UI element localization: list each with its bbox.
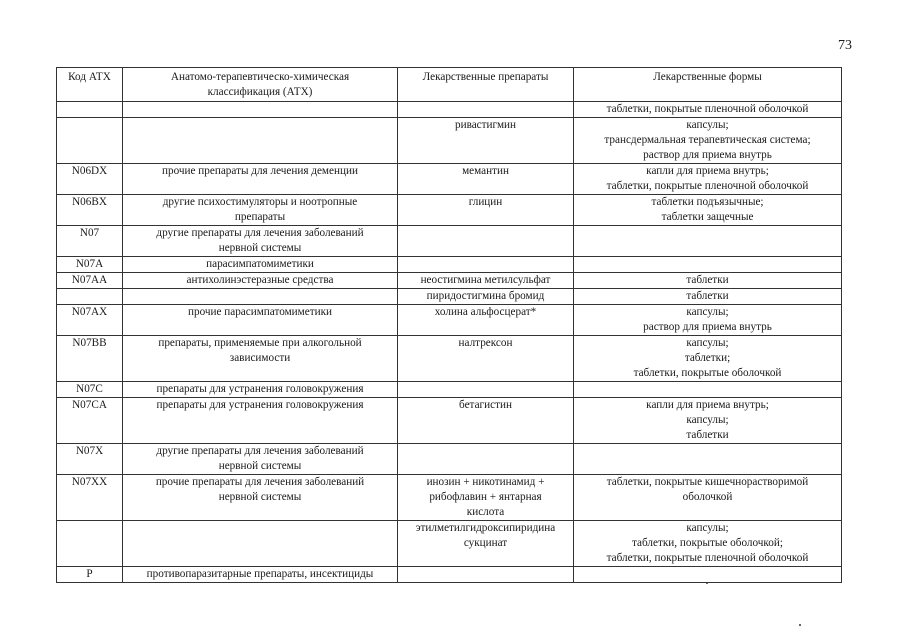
- cell-drug: этилметилгидроксипиридина сукцинат: [398, 521, 574, 567]
- header-classification: Анатомо-терапевтическо-химическая классификация (АТХ): [123, 68, 398, 102]
- cell-code: N07XX: [57, 475, 123, 521]
- table-row: [57, 289, 842, 305]
- cell-forms: [574, 226, 842, 257]
- cell-drug: ривастигмин: [398, 118, 574, 164]
- cell-code: [57, 521, 123, 567]
- cell-classification: [123, 289, 398, 305]
- cell-forms: капсулы; таблетки, покрытые оболочкой; таблетки, покрытые пленочной оболочкой: [574, 521, 842, 567]
- cell-code: N07X: [57, 444, 123, 475]
- table-row: [57, 521, 842, 567]
- cell-classification: препараты для устранения головокружения: [123, 398, 398, 444]
- cell-forms: [574, 257, 842, 273]
- table-row: [57, 118, 842, 164]
- cell-drug: инозин + никотинамид + рибофлавин + янтарная кислота: [398, 475, 574, 521]
- cell-forms: [574, 444, 842, 475]
- table-row: [57, 195, 842, 226]
- scan-speck: [799, 624, 801, 626]
- cell-forms: таблетки: [574, 273, 842, 289]
- cell-drug: пиридостигмина бромид: [398, 289, 574, 305]
- table-row: [57, 398, 842, 444]
- table-row: [57, 257, 842, 273]
- cell-forms: таблетки: [574, 289, 842, 305]
- cell-classification: парасимпатомиметики: [123, 257, 398, 273]
- cell-forms: [574, 567, 842, 583]
- cell-classification: препараты для устранения головокружения: [123, 382, 398, 398]
- cell-classification: другие психостимуляторы и ноотропные препараты: [123, 195, 398, 226]
- cell-forms: капсулы; трансдермальная терапевтическая система; раствор для приема внутрь: [574, 118, 842, 164]
- cell-classification: [123, 521, 398, 567]
- table-row: [57, 336, 842, 382]
- cell-forms: таблетки подъязычные; таблетки защечные: [574, 195, 842, 226]
- cell-classification: препараты, применяемые при алкогольной зависимости: [123, 336, 398, 382]
- cell-drug: глицин: [398, 195, 574, 226]
- table-row: [57, 475, 842, 521]
- cell-forms: капли для приема внутрь; таблетки, покрытые пленочной оболочкой: [574, 164, 842, 195]
- atx-table: [56, 67, 842, 583]
- table-row: [57, 567, 842, 583]
- cell-drug: [398, 226, 574, 257]
- cell-drug: [398, 444, 574, 475]
- cell-drug: неостигмина метилсульфат: [398, 273, 574, 289]
- cell-code: N07AX: [57, 305, 123, 336]
- cell-code: N07C: [57, 382, 123, 398]
- cell-classification: [123, 102, 398, 118]
- cell-classification: другие препараты для лечения заболеваний нервной системы: [123, 444, 398, 475]
- cell-code: N06BX: [57, 195, 123, 226]
- cell-drug: бетагистин: [398, 398, 574, 444]
- table-row: [57, 305, 842, 336]
- cell-classification: прочие препараты для лечения заболеваний нервной системы: [123, 475, 398, 521]
- cell-classification: прочие парасимпатомиметики: [123, 305, 398, 336]
- cell-drug: [398, 567, 574, 583]
- table-row: [57, 102, 842, 118]
- cell-classification: антихолинэстеразные средства: [123, 273, 398, 289]
- table-row: [57, 226, 842, 257]
- cell-code: N07CA: [57, 398, 123, 444]
- cell-classification: прочие препараты для лечения деменции: [123, 164, 398, 195]
- page-number: 73: [838, 38, 852, 53]
- cell-forms: таблетки, покрытые пленочной оболочкой: [574, 102, 842, 118]
- cell-code: P: [57, 567, 123, 583]
- header-forms: Лекарственные формы: [574, 68, 842, 102]
- table-row: [57, 273, 842, 289]
- cell-forms: [574, 382, 842, 398]
- cell-drug: мемантин: [398, 164, 574, 195]
- cell-code: N07BB: [57, 336, 123, 382]
- cell-forms: капли для приема внутрь; капсулы; таблетки: [574, 398, 842, 444]
- table-header-row: [57, 68, 842, 102]
- header-drug: Лекарственные препараты: [398, 68, 574, 102]
- table-row: [57, 382, 842, 398]
- cell-code: N07A: [57, 257, 123, 273]
- cell-code: [57, 118, 123, 164]
- header-code: Код АТХ: [57, 68, 123, 102]
- cell-forms: капсулы; таблетки; таблетки, покрытые оболочкой: [574, 336, 842, 382]
- cell-drug: холина альфосцерат*: [398, 305, 574, 336]
- cell-drug: [398, 102, 574, 118]
- cell-code: N07: [57, 226, 123, 257]
- cell-drug: [398, 382, 574, 398]
- table-row: [57, 444, 842, 475]
- cell-forms: таблетки, покрытые кишечнорастворимой оболочкой: [574, 475, 842, 521]
- scan-speck: [706, 582, 708, 584]
- cell-code: [57, 289, 123, 305]
- cell-classification: противопаразитарные препараты, инсектициды: [123, 567, 398, 583]
- cell-code: N06DX: [57, 164, 123, 195]
- cell-drug: налтрексон: [398, 336, 574, 382]
- cell-drug: [398, 257, 574, 273]
- cell-code: [57, 102, 123, 118]
- cell-forms: капсулы; раствор для приема внутрь: [574, 305, 842, 336]
- cell-classification: другие препараты для лечения заболеваний нервной системы: [123, 226, 398, 257]
- cell-code: N07AA: [57, 273, 123, 289]
- table-row: [57, 164, 842, 195]
- cell-classification: [123, 118, 398, 164]
